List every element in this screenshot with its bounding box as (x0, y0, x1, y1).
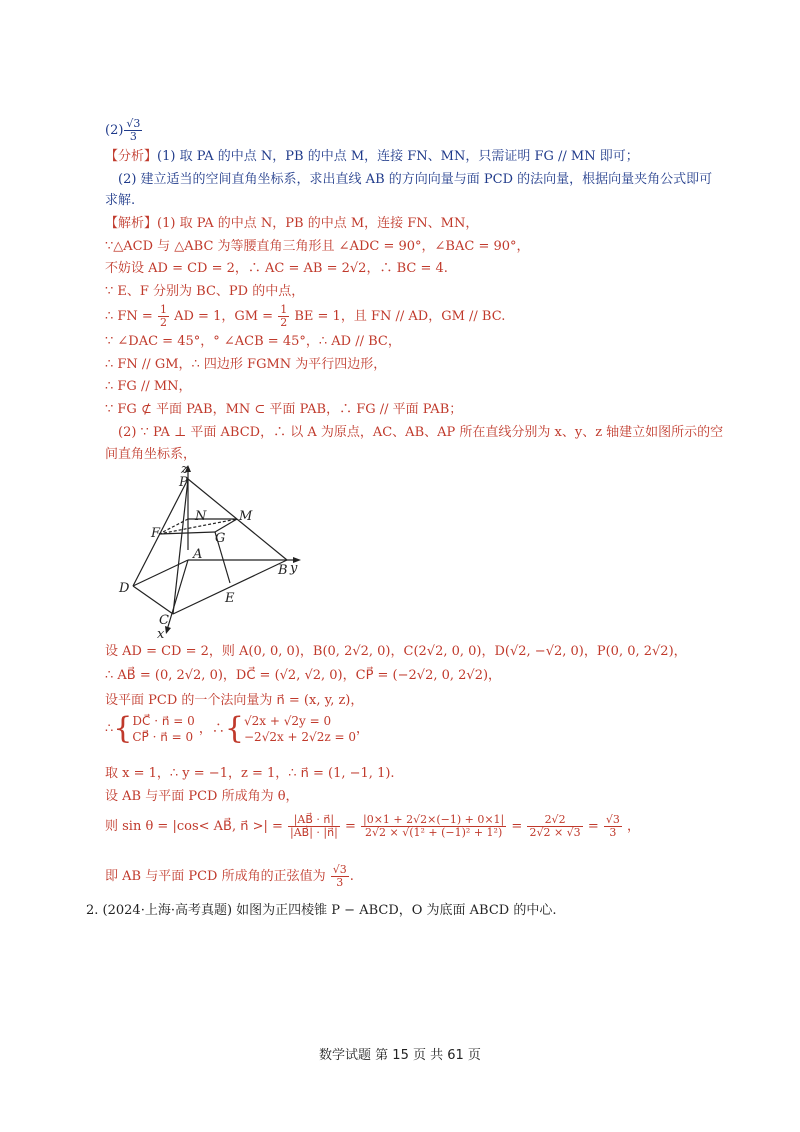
solution-line-13: ∴ AB⃗ = (0, 2√2, 0)，DC⃗ = (√2, √2, 0)，CP⃗ = (−2√2, 0, 2√2)， (105, 668, 502, 683)
solution-line-11: 间直角坐标系， (105, 447, 197, 462)
solution-line-16: 取 x = 1，∴ y = −1，z = 1，∴ n⃗ = (1, −1, 1). (105, 766, 395, 781)
label-G: G (215, 531, 226, 546)
solution-line-17: 设 AB 与平面 PCD 所成角为 θ， (105, 789, 299, 804)
page-footer: 数学试题 第 15 页 共 61 页 (319, 1048, 481, 1063)
label-N: N (195, 509, 207, 524)
solution-line-2: ∵△ACD 与 △ABC 为等腰直角三角形且 ∠ADC = 90°，∠BAC = 90°， (105, 239, 530, 254)
solution-line-9: ∵ FG ⊄ 平面 PAB，MN ⊂ 平面 PAB，∴ FG // 平面 PAB； (105, 402, 463, 417)
problem-2-statement: 2. (2024·上海·高考真题) 如图为正四棱锥 P − ABCD，O 为底面 ABCD 的中心. (86, 903, 557, 918)
solution-line-7: ∴ FN // GM，∴ 四边形 FGMN 为平行四边形， (105, 357, 387, 372)
label-E: E (225, 591, 235, 606)
solution-sin-formula: 则 sin θ = |cos< AB⃗, n⃗ >| = $\frac{|AB⃗ \cdot n⃗|}{|AB⃗| \cdot |n⃗|}$ = $\frac{|0\times 1 + 2√2\times(-1) + 0\times 1|}{\text{2√2 × √(1² + (−1)² + 1²)}}$ = $\frac{2√2}{2√2 \times √3}$ = $\frac{√3}{3}$ ， (105, 813, 641, 839)
solution-line-12: 设 AD = CD = 2，则 A(0, 0, 0)，B(0, 2√2, 0)，C(2√2, 0, 0)，D(√2, −√2, 0)，P(0, 0, 2√2)， (105, 644, 687, 659)
solution-equation-system: ∴{ DC⃗ · n⃗ = 0 CP⃗ · n⃗ = 0 ，∴{ √2x + √2y = 0 −2√2x + 2√2z = 0 ， (105, 711, 369, 746)
label-A: A (193, 547, 203, 562)
solution-line-3: 不妨设 AD = CD = 2，∴ AC = AB = 2√2，∴ BC = 4. (105, 261, 448, 276)
solution-line-10: (2) ∵ PA ⊥ 平面 ABCD，∴ 以 A 为原点，AC、AB、AP 所在直线分别为 x、y、z 轴建立如图所示的空 (118, 425, 724, 440)
solution-tag: 【解析】 (105, 216, 158, 231)
analysis-line-2: (2) 建立适当的空间直角坐标系，求出直线 AB 的方向向量与面 PCD 的法向量，根据向量夹角公式即可 (118, 172, 713, 187)
analysis-line-1: 【分析】(1) 取 PA 的中点 N，PB 的中点 M，连接 FN、MN，只需证明 FG // MN 即可； (105, 149, 639, 164)
solution-conclusion: 即 AB 与平面 PCD 所成角的正弦值为 $\frac{√3}{3}$ . (105, 863, 354, 889)
label-D: D (119, 581, 130, 596)
solution-line-4: ∵ E、F 分别为 BC、PD 的中点， (105, 284, 305, 299)
label-M: M (239, 509, 253, 524)
label-P: P (179, 475, 188, 490)
label-x: x (157, 627, 165, 640)
label-C: C (159, 613, 169, 628)
label-B: B (278, 563, 288, 578)
solution-line-6: ∵ ∠DAC = 45°，° ∠ACB = 45°，∴ AD // BC， (105, 334, 401, 349)
analysis-line-3: 求解. (105, 193, 136, 208)
answer-fraction: $\frac{√3}{3}$ (126, 117, 141, 143)
pyramid-figure (115, 462, 315, 640)
solution-line-5: ∴ FN = $\frac{1}{2}$ AD = 1，GM = $\frac{1}{2}$ BE = 1，且 FN // AD，GM // BC. (105, 303, 506, 329)
solution-line-14: 设平面 PCD 的一个法向量为 n⃗ = (x, y, z)， (105, 693, 364, 708)
solution-line-1: 【解析】(1) 取 PA 的中点 N，PB 的中点 M，连接 FN、MN， (105, 216, 479, 231)
analysis-tag: 【分析】 (105, 149, 158, 164)
answer-line (105, 118, 143, 143)
label-F: F (151, 526, 161, 541)
label-y: y (290, 561, 298, 576)
answer-label: (2) (105, 123, 124, 138)
solution-line-8: ∴ FG // MN， (105, 379, 192, 394)
label-z: z (181, 462, 188, 477)
